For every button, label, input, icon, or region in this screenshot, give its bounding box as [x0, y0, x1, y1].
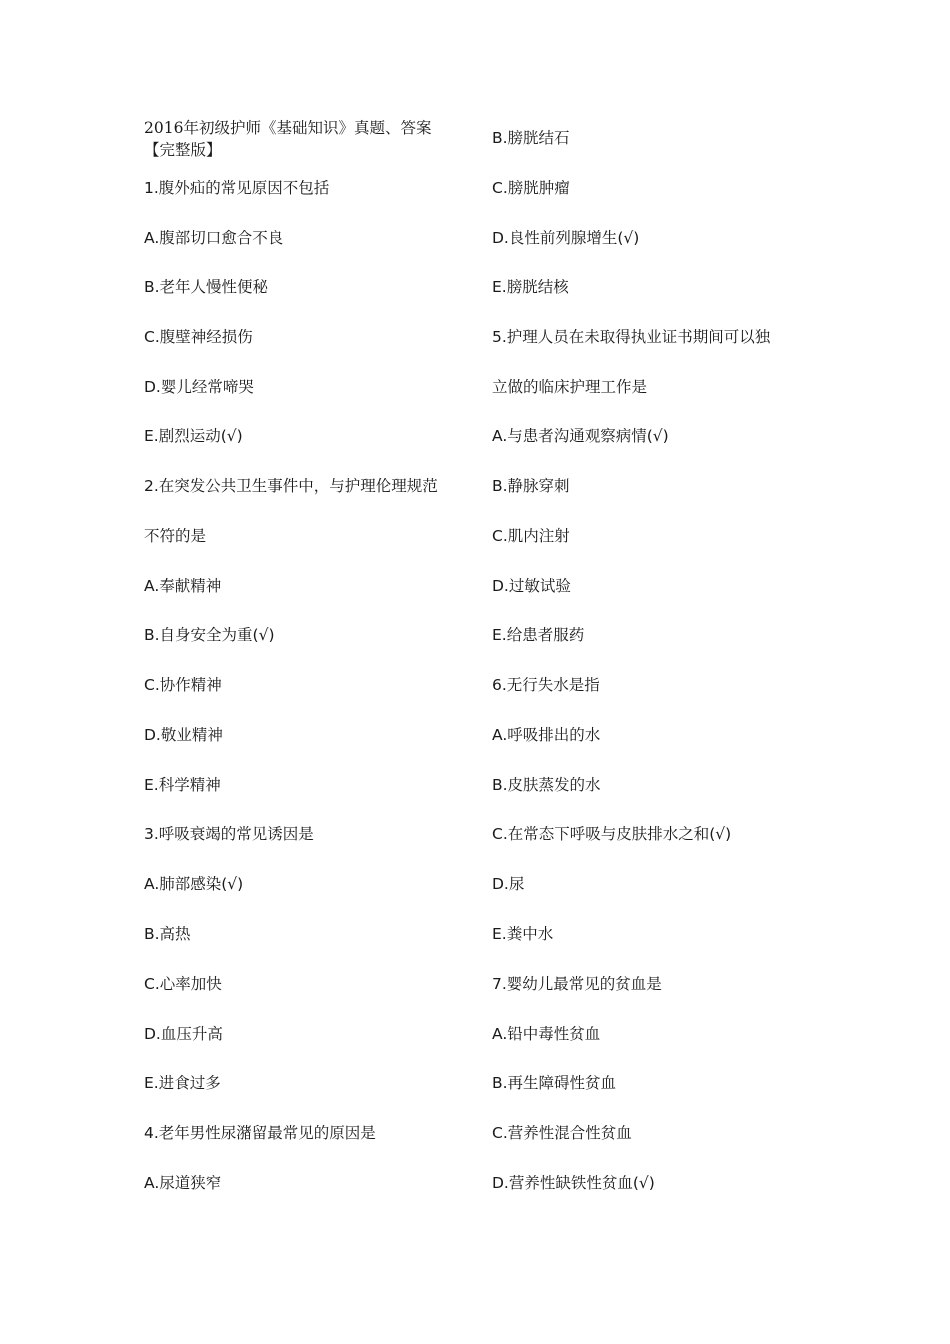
option-text: B.老年人慢性便秘 — [144, 278, 269, 296]
question-5-continued: 立做的临床护理工作是 — [492, 378, 648, 396]
option-text: C.肌内注射 — [492, 527, 570, 545]
option-text: C.协作精神 — [144, 676, 222, 694]
question-3: 3.呼吸衰竭的常见诱因是 — [144, 825, 314, 843]
option-text: B.高热 — [144, 925, 191, 943]
option-text: E.粪中水 — [492, 925, 554, 943]
option-text: C.膀胱肿瘤 — [492, 179, 570, 197]
option-text: A.铅中毒性贫血 — [492, 1025, 601, 1043]
title-line-2: 【完整版】 — [144, 141, 222, 159]
option-text: A.腹部切口愈合不良 — [144, 229, 284, 247]
option-text: D.良性前列腺增生(√) — [492, 229, 640, 247]
option-text: E.科学精神 — [144, 776, 221, 794]
option-text: D.过敏试验 — [492, 577, 571, 595]
option-text: A.尿道狭窄 — [144, 1174, 222, 1192]
option-text: B.皮肤蒸发的水 — [492, 776, 601, 794]
option-text: A.与患者沟通观察病情(√) — [492, 427, 669, 445]
option-text: C.心率加快 — [144, 975, 222, 993]
question-5: 5.护理人员在未取得执业证书期间可以独 — [492, 328, 771, 346]
option-text: C.营养性混合性贫血 — [492, 1124, 632, 1142]
option-text: E.剧烈运动(√) — [144, 427, 243, 445]
option-text: D.尿 — [492, 875, 525, 893]
option-text: B.静脉穿刺 — [492, 477, 570, 495]
option-text: A.肺部感染(√) — [144, 875, 244, 893]
option-text: E.给患者服药 — [492, 626, 585, 644]
document-title — [144, 117, 474, 161]
option-text: C.在常态下呼吸与皮肤排水之和(√) — [492, 825, 732, 843]
question-6: 6.无行失水是指 — [492, 676, 600, 694]
option-text: D.婴儿经常啼哭 — [144, 378, 254, 396]
option-text: A.奉献精神 — [144, 577, 222, 595]
question-7: 7.婴幼儿最常见的贫血是 — [492, 975, 662, 993]
option-text: D.敬业精神 — [144, 726, 223, 744]
option-text: A.呼吸排出的水 — [492, 726, 601, 744]
option-text: E.进食过多 — [144, 1074, 221, 1092]
question-4: 4.老年男性尿潴留最常见的原因是 — [144, 1124, 376, 1142]
option-text: B.膀胱结石 — [492, 129, 570, 147]
option-text: E.膀胱结核 — [492, 278, 569, 296]
option-text: D.血压升高 — [144, 1025, 223, 1043]
question-2: 2.在突发公共卫生事件中，与护理伦理规范 — [144, 477, 438, 495]
option-text: D.营养性缺铁性贫血(√) — [492, 1174, 655, 1192]
title-line-1: 2016年初级护师《基础知识》真题、答案 — [144, 119, 432, 137]
option-text: B.再生障碍性贫血 — [492, 1074, 617, 1092]
question-1: 1.腹外疝的常见原因不包括 — [144, 179, 330, 197]
option-text: B.自身安全为重(√) — [144, 626, 275, 644]
option-text: C.腹壁神经损伤 — [144, 328, 253, 346]
question-2-continued: 不符的是 — [144, 527, 207, 545]
